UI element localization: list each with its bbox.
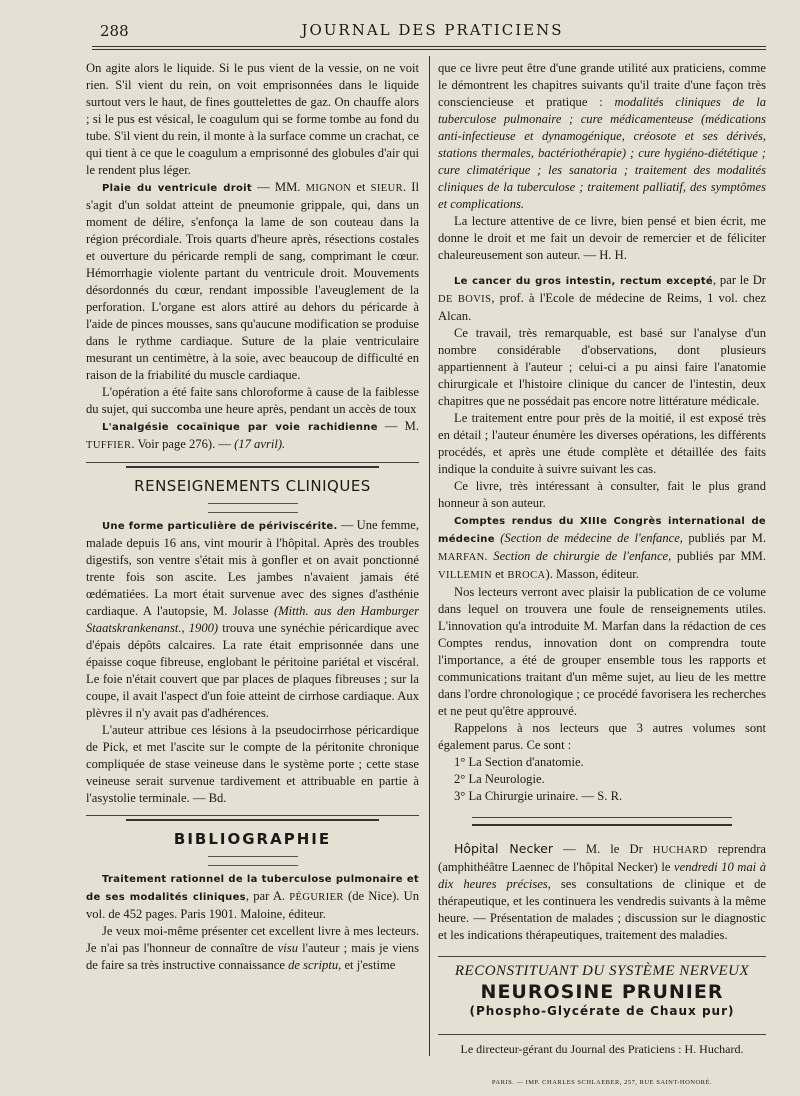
author-name: BROCA xyxy=(507,570,546,581)
right-column xyxy=(438,60,766,1091)
article-traitement-tuberculose: Traitement rationnel de la tuberculose pulmonaire et de ses modalités cliniques, par A. PÉGURIER (de Nice). Un vol. de 452 pages. Paris 1901. Maloine, éditeur. xyxy=(86,874,419,921)
advert-tagline: RECONSTITUANT DU SYSTÈME NERVEUX xyxy=(454,963,750,979)
paragraph-presenter: Je veux moi-même présenter cet excellent livre à mes lecteurs. Je n'ai pas l'honneur de connaître de visu l'auteur ; mais je viens de faire sa très instructive connaissance de scriptu, et j'estime xyxy=(86,924,420,972)
page-header xyxy=(100,18,765,48)
paragraph-travail: Ce travail, très remarquable, est basé sur l'analyse d'un nombre considérable d'observations, dont plusieurs appartiennent à l'auteur ; celui-ci a pu ainsi faire l'anatomie chirurgicale et l'histoire clinique du cancer de l'intestin, deux chapitres que ne possédait pas encore notre littérature médicale. xyxy=(438,326,766,408)
header-rule-double xyxy=(92,49,766,50)
author-name: TUFFIER xyxy=(86,440,132,451)
author-name: HUCHARD xyxy=(652,845,708,856)
citation: (Mitth. aus den Hamburger Staatskrankenanst., 1900) xyxy=(86,604,419,635)
article-comptes-rendus: Comptes rendus du XIIIe Congrès international de médecine (Section de médecine de l'enfance, publiés par M. MARFAN. Section de chirurgie de l'enfance, publiés par MM. VILLEMIN et BROCA). Masson, éditeur. xyxy=(438,516,766,581)
author-name: MARFAN xyxy=(438,552,485,563)
paragraph-traitement: Le traitement entre pour près de la moitié, il est exposé très en détail ; l'auteur énumère les diverses opérations, les différents procédés, et après une étude complète et détaillée des faits indique la conduite à suivre suivant les cas. xyxy=(438,411,766,476)
section-ornament xyxy=(86,460,419,470)
paragraph-continuation: que ce livre peut être d'une grande utilité aux praticiens, comme le démontrent les chapitres suivants qu'il traite d'une façon très consciencieuse et pratique : modalités cliniques de la tuberculose pulmonaire ; cure médicamenteuse (médications anti-infectieuse et dynamogénique, créosote et ses dérivés, stations thermales, bactériothérapie) ; cure hygiéno-diététique ; cure climatérique ; les sanatoria ; traitement des modalités cliniques de la tuberculose ; traitement palliatif, des symptômes et complications. xyxy=(438,61,766,211)
author-name: DE BOVIS xyxy=(438,294,492,305)
article-heading: Traitement rationnel de la tuberculose pulmonaire et de ses modalités cliniques xyxy=(86,874,419,903)
advert-subtitle: (Phospho-Glycérate de Chaux pur) xyxy=(469,1004,735,1018)
article-analgesie: L'analgésie cocaïnique par voie rachidienne — M. TUFFIER. Voir page 276). — (17 avril). xyxy=(86,419,419,451)
section-ornament xyxy=(86,813,419,823)
list-item: 3° La Chirurgie urinaire. — S. R. xyxy=(454,789,623,803)
printer-line: PARIS. — IMP. CHARLES SCHLAEBER, 257, RUE SAINT-HONORÉ. xyxy=(491,1079,713,1086)
paragraph-rappelons: Rappelons à nos lecteurs que 3 autres volumes sont également parus. Ce sont : xyxy=(438,721,766,752)
running-title: JOURNAL DES PRATICIENS xyxy=(301,21,564,39)
author-name: SIEUR xyxy=(370,183,403,194)
advert-product-name: NEUROSINE PRUNIER xyxy=(480,981,724,1003)
paragraph-auteur: L'auteur attribue ces lésions à la pseudocirrhose péricardique de Pick, et met l'ascite sur le compte de la péritonite chronique compliquée de stase veineuse dans le système porte ; cette stase veineuse serait survenue tardivement et attribuable en partie à l'asystolie terminale. — Bd. xyxy=(86,723,419,805)
paragraph-urine-test: On agite alors le liquide. Si le pus vient de la vessie, on ne voit rien. S'il vient du rein, on voit emprisonnées dans le liquide surtout vers le haut, de fines gouttelettes de gaz. On chauffe alors ; si le pus est vésical, le coagulum qui se forme tombe au fond du tube. S'il vient du rein, il monte à la surface comme un crachat, ce qui tient à ce que le coagulum a emprisonné des globules d'air qui le rendent plus léger. xyxy=(86,61,419,177)
director-line: Le directeur-gérant du Journal des Praticiens : H. Huchard. xyxy=(438,1034,766,1058)
paragraph-livre: Ce livre, très intéressant à consulter, fait le plus grand honneur à son auteur. xyxy=(438,479,766,510)
article-plaie-ventricule: Plaie du ventricule droit — MM. MIGNON et SIEUR. Il s'agit d'un soldat atteint de pneumonie grippale, qui, dans un moment de délire, s'enfonça la lame de son couteau dans la région précordiale. Trois quarts d'heure après, résections costales et ouverture du péricarde rempli de sang, comprimant le cœur. Hémorrhagie violente partant du ventricule droit. Mouvements désordonnés du cœur, rendant impossible l'aveuglement de la perforation. L'organe est alors attiré au dehors du péricarde à l'aide de pinces mousses, sans qu'aucune modification se produise dans le rythme cardiaque. Suture de la plaie ventriculaire mesurant un centimètre, à la soie, avec beaucoup de difficulté en raison de la friabilité du muscle cardiaque. xyxy=(86,180,419,382)
article-cancer-intestin: Le cancer du gros intestin, rectum excepté, par le Dr DE BOVIS, prof. à l'Ecole de médecine de Reims, 1 vol. chez Alcan. xyxy=(438,273,767,323)
article-hopital-necker: Hôpital Necker — M. le Dr HUCHARD reprendra (amphithéâtre Laennec de l'hôpital Necker) le vendredi 10 mai à dix heures précises, ses consultations de clinique et de thérapeutique, et les continuera les vendredis suivants à la même heure. — Présentation de malades ; discussion sur le diagnostic et les indications thérapeutiques, traitement des maladies. xyxy=(438,841,767,942)
volumes-list xyxy=(438,754,766,805)
title-ornament xyxy=(208,503,298,513)
paragraph-lecture: La lecture attentive de ce livre, bien pensé et bien écrit, me donne le droit et me fait un devoir de remercier et de féliciter chaleureusement son auteur. — H. H. xyxy=(438,214,766,262)
column-divider xyxy=(429,56,430,1056)
list-item: 2° La Neurologie. xyxy=(454,772,545,786)
title-ornament xyxy=(208,856,298,866)
page-number: 288 xyxy=(100,22,129,40)
section-title-renseignements: RENSEIGNEMENTS CLINIQUES xyxy=(134,477,371,495)
header-rule xyxy=(92,46,766,47)
section-title-bibliographie: BIBLIOGRAPHIE xyxy=(173,830,332,848)
article-heading: Plaie du ventricule droit xyxy=(102,183,252,194)
article-heading: Hôpital Necker xyxy=(454,841,553,856)
author-name: MIGNON xyxy=(305,183,352,194)
left-column xyxy=(86,60,419,974)
section-ornament xyxy=(472,817,732,826)
paragraph-operation: L'opération a été faite sans chloroforme à cause de la faiblesse du sujet, qui succomba une heure après, pendant un accès de toux xyxy=(86,385,419,416)
article-heading: Le cancer du gros intestin, rectum excepté xyxy=(454,276,713,287)
author-name: PÉGURIER xyxy=(289,892,344,903)
article-heading: L'analgésie cocaïnique par voie rachidienne xyxy=(102,422,378,433)
list-item: 1° La Section d'anatomie. xyxy=(454,755,584,769)
article-heading: Comptes rendus du XIIIe Congrès international de médecine xyxy=(438,516,766,545)
article-heading: Une forme particulière de périviscérite. xyxy=(102,521,338,532)
advertisement xyxy=(438,956,766,1091)
paragraph-nos-lecteurs: Nos lecteurs verront avec plaisir la publication de ce volume dans lequel on trouvera une foule de renseignements utiles. L'innovation qu'a introduite M. Marfan dans la rédaction de ces Comptes rendus, innovation dont on comprendra toute l'importance, a été de grouper ensemble tous les rapports et communications traitant d'un même sujet, au lieu de les mettre dans l'ordre chronologique ; ce procédé favorisera les recherches et ne peut qu'être approuvé. xyxy=(438,585,766,718)
article-periviscerite: Une forme particulière de périviscérite. — Une femme, malade depuis 16 ans, vint mourir à l'hôpital. Après des troubles digestifs, son ventre s'était mis à gonfler et on avait ponctionné trente fois son ascite. Les jambes n'avaient jamais été œdématiées. La mort était survenue avec des signes d'asthénie cardiaque. A l'autopsie, M. Jolasse (Mitth. aus den Hamburger Staatskrankenanst., 1900) trouva une synéchie péricardique avec d'épais dépôts calcaires. La rate était emprisonnée dans une épaisse coque fibreuse, englobant le péritoine pariétal et viscéral. Le foie n'était couvert que par places de plaques fibreuses ; sur la coupe, il avait l'aspect d'un foie atteint de cirrhose cardiaque. Aux plèvres il n'y avait pas d'adhérences. xyxy=(86,518,419,720)
author-name: VILLEMIN xyxy=(438,570,492,581)
